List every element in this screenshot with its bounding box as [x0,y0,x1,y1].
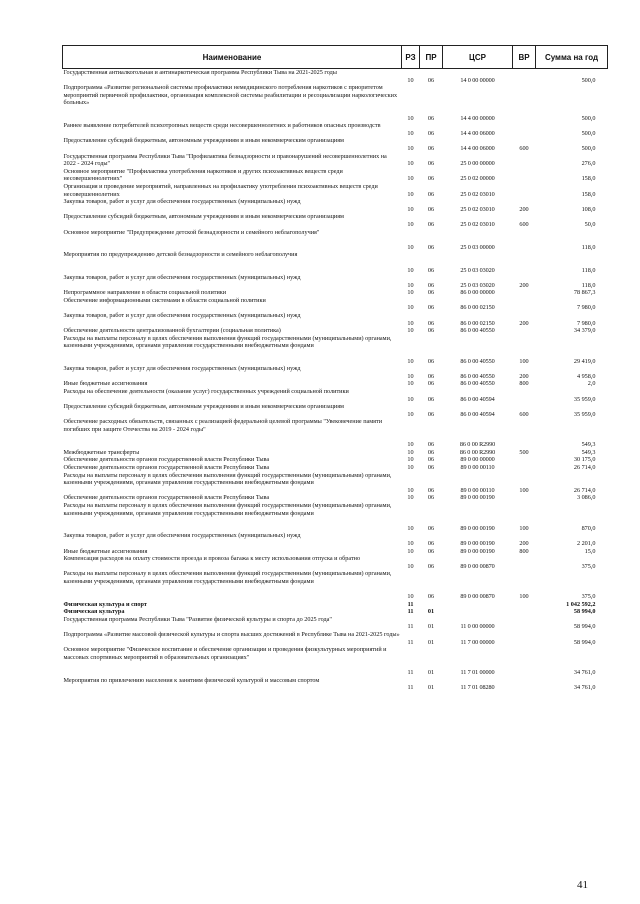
row-pr: 06 [427,160,435,168]
row-csr: 89 0 00 00000 [460,456,495,464]
table-row [63,84,608,122]
row-pr: 06 [427,114,435,122]
row-pr: 06 [427,547,435,555]
row-name: Государственная программа Республики Тыва "Развитие физической культуры и спорта до 2025 года" [63,615,332,623]
row-name: Физическая культура и спорт [63,600,147,608]
table-row [63,608,608,616]
row-vr: 100 [519,524,529,532]
row-sum: 500,0 [581,76,596,84]
row-rz: 10 [407,456,414,464]
row-rz: 10 [407,441,414,449]
row-name: Расходы на обеспечение деятельности (оказание услуг) государственных учреждений социальной политики [63,388,349,396]
row-csr: 86 0 00 02150 [460,319,495,327]
row-rz: 11 [407,600,414,608]
table-row [63,122,608,137]
table-row [63,631,608,646]
row-csr: 89 0 00 00190 [460,494,495,502]
row-vr [513,456,536,464]
row-pr: 06 [427,593,435,601]
row-vr [513,251,536,274]
row-sum: 34 379,0 [573,327,596,335]
row-csr: 86 0 00 40594 [460,395,495,403]
table-row [63,213,608,228]
table-row [63,646,608,676]
budget-table-container [62,45,607,692]
table-row [63,548,608,556]
row-pr: 06 [427,327,435,335]
row-vr [513,183,536,198]
row-rz: 10 [407,547,414,555]
row-csr: 86 0 00 40550 [460,327,495,335]
table-row [63,289,608,297]
row-rz: 10 [407,357,414,365]
row-vr [513,555,536,570]
row-name: Расходы на выплаты персоналу в целях обеспечения выполнения функций государственными (муниципальными) органами, казенными учреждениями, органами управления государственными внебюджетными фондами [63,471,392,487]
row-vr [513,297,536,312]
row-sum: 1 042 592,2 [566,600,596,608]
row-csr [443,608,513,616]
row-csr: 14 4 00 06000 [460,129,495,137]
row-csr: 89 0 00 00110 [460,463,495,471]
row-csr: 86 0 00 00000 [460,289,495,297]
row-sum: 118,0 [581,266,596,274]
row-sum: 26 714,0 [573,486,596,494]
table-row [63,297,608,312]
row-name: Непрограммное направление в области социальной политики [63,289,227,297]
table-row [63,677,608,692]
row-sum: 118,0 [581,243,596,251]
row-pr: 06 [427,144,435,152]
row-name: Государственная программа Республики Тыва "Профилактика безнадзорности и правонарушений несовершеннолетних на 2022 - 2024 годы" [63,152,387,168]
row-csr: 86 0 00 40594 [460,410,495,418]
row-rz: 10 [407,304,414,312]
row-csr: 25 0 02 00000 [460,175,495,183]
row-csr: 86 0 00 40550 [460,380,495,388]
row-pr [420,601,443,609]
table-row [63,137,608,152]
row-vr [513,601,536,609]
row-rz: 10 [407,160,414,168]
row-pr: 01 [427,669,435,677]
row-pr: 06 [427,190,435,198]
row-name: Предоставление субсидий бюджетным, автономным учреждениям и иным некоммерческим организациям [63,213,344,221]
row-csr: 25 0 02 03010 [460,190,495,198]
row-csr: 11 0 00 00000 [460,623,495,631]
row-sum: 870,0 [581,524,596,532]
row-rz: 10 [407,319,414,327]
row-vr: 800 [519,380,529,388]
table-body [63,69,608,692]
row-name: Организация и проведение мероприятий, направленных на профилактику употребления психоактивных веществ среди несовершеннолетних [63,182,378,198]
row-name: Обеспечение деятельности органов государственной власти Республики Тыва [63,456,270,464]
header-csr: ЦСР [443,46,513,69]
row-rz: 10 [407,448,414,456]
row-pr: 06 [427,380,435,388]
row-rz: 10 [407,175,414,183]
row-name: Расходы на выплаты персоналу в целях обеспечения выполнения функций государственными (муниципальными) органами, казенными учреждениями, органами управления государственными внебюджетными фондами [63,334,392,350]
row-rz: 10 [407,524,414,532]
table-row [63,251,608,274]
row-sum: 58 994,0 [573,608,596,616]
row-name: Физическая культура [63,608,125,616]
row-vr [513,677,536,692]
row-rz: 10 [407,266,414,274]
row-rz: 10 [407,410,414,418]
row-pr: 01 [427,638,435,646]
row-csr: 25 0 03 03020 [460,266,495,274]
table-row [63,69,608,85]
row-vr [513,168,536,183]
row-vr [513,631,536,646]
row-csr: 89 0 00 00870 [460,562,495,570]
row-rz: 10 [407,220,414,228]
row-pr: 06 [427,539,435,547]
row-name: Обеспечение информационными системами в области социальной политики [63,296,266,304]
table-row [63,335,608,365]
row-sum: 118,0 [581,281,596,289]
row-sum: 500,0 [581,129,596,137]
row-vr: 200 [519,281,529,289]
row-sum: 34 761,0 [573,684,596,692]
row-csr: 86 0 00 R2990 [459,441,496,449]
table-row [63,153,608,168]
row-pr: 06 [427,129,435,137]
row-rz: 10 [407,327,414,335]
header-name: Наименование [63,46,402,69]
row-name: Обеспечение деятельности органов государственной власти Республики Тыва [63,494,270,502]
row-sum: 78 867,3 [573,289,596,297]
table-row [63,327,608,335]
row-name: Мероприятия по привлечению населения к занятиям физической культурой и массовым спортом [63,676,320,684]
row-vr [513,646,536,676]
header-pr: ПР [420,46,443,69]
row-pr: 06 [427,319,435,327]
row-name: Обеспечение деятельности органов государственной власти Республики Тыва [63,463,270,471]
table-row [63,168,608,183]
row-name: Закупка товаров, работ и услуг для обеспечения государственных (муниципальных) нужд [63,274,301,282]
row-vr [513,289,536,297]
row-vr: 800 [519,547,529,555]
row-pr: 06 [427,357,435,365]
row-pr: 01 [427,684,435,692]
row-vr: 600 [519,410,529,418]
row-name: Расходы на выплаты персоналу в целях обеспечения выполнения функций государственными (муниципальными) органами, казенными учреждениями, органами управления государственными внебюджетными фондами [63,570,392,585]
row-vr: 500 [519,448,529,456]
row-rz: 10 [407,289,414,297]
row-pr: 06 [427,281,435,289]
row-pr: 06 [427,456,435,464]
row-name: Основное мероприятие "Предупреждение детской безнадзорности и семейного неблагополучия" [63,228,320,236]
row-rz: 10 [407,486,414,494]
table-row [63,365,608,380]
row-vr: 100 [519,486,529,494]
row-vr [513,616,536,631]
row-pr: 06 [427,410,435,418]
row-name: Основное мероприятие "Профилактика употребления наркотиков и других психоактивных веществ среди несовершеннолетних" [63,167,343,183]
row-pr: 06 [427,205,435,213]
table-row [63,274,608,289]
row-sum: 500,0 [581,114,596,122]
row-vr [513,122,536,137]
row-rz: 10 [407,190,414,198]
row-pr: 06 [427,395,435,403]
table-row [63,472,608,495]
row-vr [513,608,536,616]
row-pr: 01 [427,608,435,616]
row-pr: 06 [427,304,435,312]
table-row [63,555,608,570]
header-vr: ВР [513,46,536,69]
row-sum: 4 958,0 [576,372,596,380]
row-name: Обеспечение деятельности централизованной бухгалтерии (социальная политика) [63,327,281,335]
row-csr: 25 0 03 03020 [460,281,495,289]
row-sum: 500,0 [581,144,596,152]
row-sum: 35 959,0 [573,395,596,403]
row-sum: 2,0 [587,380,596,388]
row-pr: 06 [427,266,435,274]
row-vr [513,494,536,502]
row-csr: 86 0 00 40550 [460,372,495,380]
row-sum: 549,3 [581,441,596,449]
row-csr: 89 0 00 00110 [460,486,495,494]
row-rz: 10 [407,114,414,122]
row-vr: 600 [519,220,529,228]
row-vr: 200 [519,372,529,380]
row-name: Подпрограмма «Развитие региональной системы профилактики немедицинского потребления наркотиков с приоритетом мероприятий первичной профилактики, организация комплексной системы реабилитации и ресоциализации наркологических больных» [63,84,398,107]
table-row [63,380,608,388]
row-sum: 50,0 [584,220,596,228]
table-row [63,418,608,448]
row-csr: 11 7 01 00000 [460,669,495,677]
row-rz: 11 [407,684,414,692]
row-sum: 375,0 [581,593,596,601]
row-vr [513,153,536,168]
row-name: Обеспечение расходных обязательств, связанных с реализацией федеральной целевой программы "Увековечение памяти погибших при защите Отечества на 2019 - 2024 годы" [63,418,383,433]
row-pr: 06 [427,441,435,449]
row-sum: 29 419,0 [573,357,596,365]
table-row [63,616,608,631]
row-csr: 89 0 00 00190 [460,547,495,555]
row-pr: 06 [427,494,435,502]
row-csr: 14 4 00 06000 [460,144,495,152]
row-rz: 10 [407,243,414,251]
table-row [63,388,608,403]
row-pr: 06 [427,448,435,456]
table-row [63,464,608,472]
table-row [63,198,608,213]
row-sum: 158,0 [581,190,596,198]
row-name: Основное мероприятие "Физическое воспитание и обеспечение организации и проведения физкультурных мероприятий и массовых спортивных мероприятий в образовательных организациях" [63,646,387,661]
row-rz: 10 [407,144,414,152]
row-pr: 06 [427,372,435,380]
row-csr: 14 4 00 00000 [460,114,495,122]
row-csr: 86 0 00 02150 [460,304,495,312]
page-number: 41 [577,879,588,891]
table-row [63,403,608,418]
row-sum: 15,0 [584,547,596,555]
row-name: Государственная антиалкогольная и антинаркотическая программа Республики Тыва на 2021-2025 годы [63,69,337,76]
row-sum: 58 994,0 [573,638,596,646]
row-rz: 10 [407,76,414,84]
budget-table [62,45,608,692]
row-vr [513,327,536,335]
row-pr: 06 [427,524,435,532]
row-rz: 11 [407,623,414,631]
row-rz: 11 [407,638,414,646]
row-pr: 06 [427,175,435,183]
row-sum: 276,0 [581,160,596,168]
table-row [63,312,608,327]
table-row [63,456,608,464]
row-sum: 549,3 [581,448,596,456]
header-sum: Сумма на год [536,46,608,69]
table-row [63,570,608,600]
row-sum: 7 980,0 [576,304,596,312]
row-name: Закупка товаров, работ и услуг для обеспечения государственных (муниципальных) нужд [63,198,301,206]
row-name: Подпрограмма «Развитие массовой физической культуры и спорта высших достижений в Республике Тыва на 2021-2025 годы» [63,631,400,639]
row-name: Закупка товаров, работ и услуг для обеспечения государственных (муниципальных) нужд [63,365,301,373]
row-csr: 11 7 00 00000 [460,638,495,646]
row-sum: 3 086,0 [576,494,596,502]
row-rz: 10 [407,281,414,289]
row-vr: 200 [519,539,529,547]
row-vr [513,84,536,122]
row-vr: 100 [519,593,529,601]
row-name: Раннее выявление потребителей психотропных веществ среди несовершеннолетних и работников опасных производств [63,122,381,130]
row-pr: 06 [427,486,435,494]
row-pr: 06 [427,76,435,84]
row-rz: 11 [407,608,414,616]
row-sum: 26 714,0 [573,463,596,471]
row-name: Расходы на выплаты персоналу в целях обеспечения выполнения функций государственными (муниципальными) органами, казенными учреждениями, органами управления государственными внебюджетными фондами [63,501,392,517]
row-name: Предоставление субсидий бюджетным, автономным учреждениям и иным некоммерческим организациям [63,137,344,145]
header-rz: РЗ [402,46,420,69]
row-pr: 06 [427,243,435,251]
row-sum: 7 980,0 [576,319,596,327]
table-row [63,229,608,252]
row-name: Компенсация расходов на оплату стоимости проезда и провоза багажа к месту использования отпуска и обратно [63,555,361,563]
row-csr: 25 0 02 03010 [460,220,495,228]
row-rz: 10 [407,463,414,471]
row-name: Предоставление субсидий бюджетным, автономным учреждениям и иным некоммерческим организациям [63,403,344,411]
row-rz: 10 [407,562,414,570]
row-csr: 11 7 01 08280 [460,684,495,692]
row-sum: 35 959,0 [573,410,596,418]
row-vr: 600 [519,144,529,152]
row-rz: 10 [407,129,414,137]
row-csr: 89 0 00 00870 [460,593,495,601]
table-header [63,46,608,69]
row-rz: 10 [407,395,414,403]
table-row [63,601,608,609]
row-vr [513,388,536,403]
row-pr: 01 [427,623,435,631]
row-csr: 86 0 00 R2990 [459,448,496,456]
row-sum: 30 175,0 [573,456,596,464]
row-rz: 10 [407,494,414,502]
table-row [63,532,608,547]
table-row [63,502,608,532]
row-pr: 06 [427,562,435,570]
row-rz: 10 [407,205,414,213]
row-name: Закупка товаров, работ и услуг для обеспечения государственных (муниципальных) нужд [63,532,301,540]
row-sum: 375,0 [581,562,596,570]
row-csr: 14 0 00 00000 [460,76,495,84]
row-name: Мероприятия по предупреждению детской безнадзорности и семейного неблагополучия [63,251,298,259]
row-pr: 06 [427,220,435,228]
row-pr: 06 [427,289,435,297]
row-name: Межбюджетные трансферты [63,448,140,456]
row-csr [443,601,513,609]
row-sum: 108,0 [581,205,596,213]
row-sum: 158,0 [581,175,596,183]
row-sum: 58 994,0 [573,623,596,631]
row-name: Иные бюджетные ассигнования [63,547,148,555]
row-sum: 34 761,0 [573,669,596,677]
row-pr: 06 [427,463,435,471]
row-sum: 2 201,0 [576,539,596,547]
row-rz: 11 [407,669,414,677]
row-csr: 89 0 00 00190 [460,524,495,532]
row-vr [513,418,536,448]
row-csr: 89 0 00 00190 [460,539,495,547]
row-csr: 86 0 00 40550 [460,357,495,365]
row-vr: 100 [519,357,529,365]
row-vr: 200 [519,319,529,327]
table-row [63,183,608,198]
row-rz: 10 [407,372,414,380]
row-name: Закупка товаров, работ и услуг для обеспечения государственных (муниципальных) нужд [63,312,301,320]
row-vr: 200 [519,205,529,213]
table-row [63,449,608,457]
row-csr: 25 0 00 00000 [460,160,495,168]
row-vr [513,229,536,252]
row-vr [513,69,536,85]
table-row [63,494,608,502]
row-csr: 25 0 03 00000 [460,243,495,251]
row-vr [513,464,536,472]
row-rz: 10 [407,593,414,601]
row-csr: 25 0 02 03010 [460,205,495,213]
row-rz: 10 [407,380,414,388]
row-name: Иные бюджетные ассигнования [63,380,148,388]
row-rz: 10 [407,539,414,547]
